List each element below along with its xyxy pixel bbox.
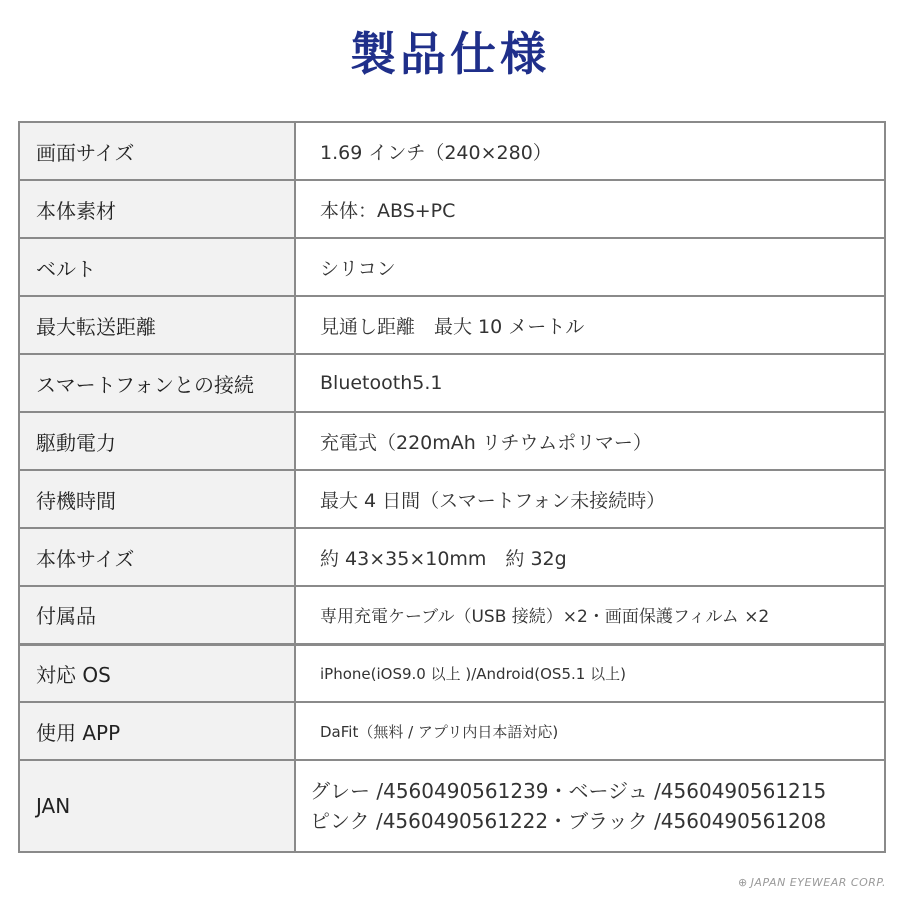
spec-label-screen-size: 画面サイズ (19, 122, 295, 180)
spec-label-power: 駆動電力 (19, 412, 295, 470)
spec-value-standby: 最大 4 日間（スマートフォン未接続時） (295, 470, 885, 528)
table-row (19, 180, 885, 238)
spec-label-accessories: 付属品 (19, 586, 295, 644)
spec-value-connection: Bluetooth5.1 (295, 354, 885, 412)
table-row (19, 470, 885, 528)
spec-value-body-size: 約 43×35×10mm 約 32g (295, 528, 885, 586)
table-row (19, 702, 885, 760)
spec-value-jan (295, 760, 885, 852)
table-row (19, 296, 885, 354)
company-logo (738, 876, 886, 889)
jan-line-2: ピンク /4560490561222・ブラック /4560490561208 (310, 809, 827, 833)
spec-value-accessories: 専用充電ケーブル（USB 接続）×2・画面保護フィルム ×2 (295, 586, 885, 644)
jan-line-1: グレー /4560490561239・ベージュ /4560490561215 (310, 779, 827, 803)
table-row (19, 238, 885, 296)
spec-label-max-range: 最大転送距離 (19, 296, 295, 354)
page-title: 製品仕様 (350, 27, 550, 81)
table-row (19, 586, 885, 644)
globe-icon: ⊕ (737, 876, 748, 889)
spec-label-standby: 待機時間 (19, 470, 295, 528)
spec-value-screen-size: 1.69 インチ（240×280） (295, 122, 885, 180)
spec-label-jan: JAN (19, 760, 295, 852)
table-row (19, 122, 885, 180)
table-row (19, 528, 885, 586)
table-row (19, 644, 885, 702)
spec-value-power: 充電式（220mAh リチウムポリマー） (295, 412, 885, 470)
spec-table (18, 121, 886, 853)
spec-value-app: DaFit（無料 / アプリ内日本語対応) (295, 702, 885, 760)
spec-label-os: 対応 OS (19, 644, 295, 702)
spec-label-app: 使用 APP (19, 702, 295, 760)
table-row (19, 760, 885, 852)
spec-label-body-material: 本体素材 (19, 180, 295, 238)
spec-label-body-size: 本体サイズ (19, 528, 295, 586)
table-row (19, 354, 885, 412)
spec-label-connection: スマートフォンとの接続 (19, 354, 295, 412)
spec-label-belt: ベルト (19, 238, 295, 296)
spec-value-belt: シリコン (295, 238, 885, 296)
company-name: JAPAN EYEWEAR CORP. (750, 876, 886, 889)
spec-value-body-material: 本体：ABS+PC (295, 180, 885, 238)
spec-value-max-range: 見通し距離 最大 10 メートル (295, 296, 885, 354)
spec-value-os: iPhone(iOS9.0 以上 )/Android(OS5.1 以上) (295, 644, 885, 702)
table-row (19, 412, 885, 470)
